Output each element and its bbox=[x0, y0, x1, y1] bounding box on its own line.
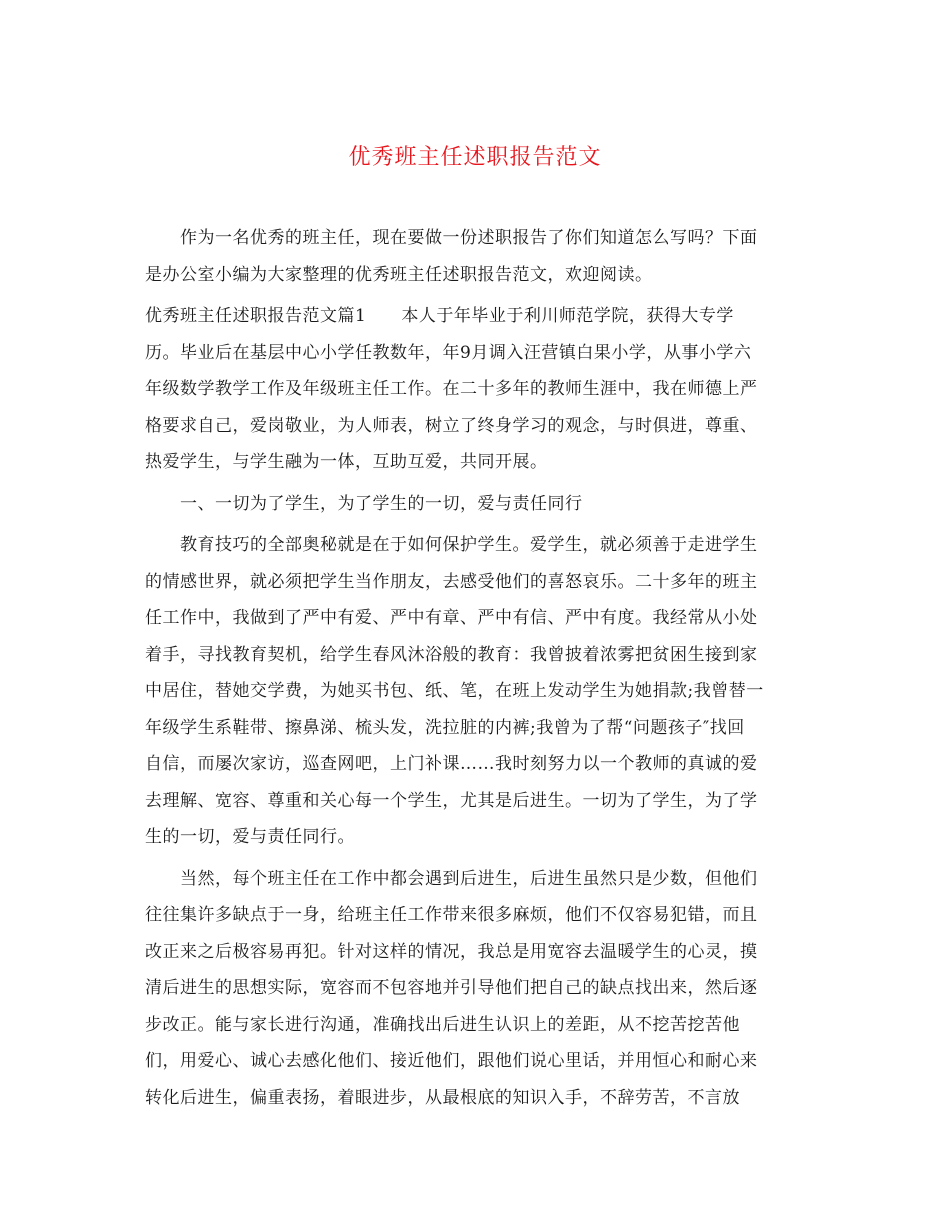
body-line: 一、一切为了学生，为了学生的一切，爱与责任同行 bbox=[180, 493, 583, 514]
body-line: 年级学生系鞋带、擦鼻涕、梳头发，洗拉脏的内裤;我曾为了帮“问题孩子″找回 bbox=[145, 717, 745, 738]
body-line: 自信，而屡次家访，巡查网吧，上门补课……我时刻努力以一个教师的真诚的爱 bbox=[145, 754, 758, 774]
body-line: 着手，寻找教育契机，给学生春风沐浴般的教育：我曾披着浓雾把贫困生接到家 bbox=[145, 644, 758, 665]
body-line: 热爱学生，与学生融为一体，互助互爱，共同开展。 bbox=[145, 452, 548, 472]
body-line: 清后进生的思想实际，宽容而不包容地并引导他们把自己的缺点找出来，然后逐 bbox=[145, 978, 758, 998]
body-line: 格要求自己，爱岗敬业，为人师表，树立了终身学习的观念，与时俱进，尊重、 bbox=[145, 415, 758, 436]
body-line: 任工作中，我做到了严中有爱、严中有章、严中有信、严中有度。我经常从小处 bbox=[145, 608, 758, 628]
body-line: 年级数学教学工作及年级班主任工作。在二十多年的教师生涯中，我在师德上严 bbox=[145, 379, 758, 399]
body-line: 往往集许多缺点于一身，给班主任工作带来很多麻烦，他们不仅容易犯错，而且 bbox=[145, 905, 758, 925]
document-title: 优秀班主任述职报告范文 bbox=[348, 145, 602, 170]
body-line: 的情感世界，就必须把学生当作朋友，去感受他们的喜怒哀乐。二十多年的班主 bbox=[145, 571, 758, 592]
body-line: 中居住，替她交学费，为她买书包、纸、笔，在班上发动学生为她捐款;我曾替一 bbox=[145, 681, 764, 701]
body-line: 生的一切，爱与责任同行。 bbox=[145, 827, 355, 847]
body-line: 转化后进生，偏重表扬，着眼进步，从最根底的知识入手，不辞劳苦，不言放 bbox=[145, 1087, 740, 1108]
body-line: 是办公室小编为大家整理的优秀班主任述职报告范文，欢迎阅读。 bbox=[145, 264, 653, 285]
body-line: 改正来之后极容易再犯。针对这样的情况，我总是用宽容去温暖学生的心灵，摸 bbox=[145, 941, 758, 962]
body-line: 作为一名优秀的班主任，现在要做一份述职报告了你们知道怎么写吗？下面 bbox=[180, 228, 758, 248]
body-line: 步改正。能与家长进行沟通，准确找出后进生认识上的差距，从不挖苦挖苦他 bbox=[145, 1014, 740, 1035]
body-line: 当然，每个班主任在工作中都会遇到后进生，后进生虽然只是少数，但他们 bbox=[180, 868, 758, 889]
body-line: 优秀班主任述职报告范文篇1 本人于年毕业于利川师范学院，获得大专学 bbox=[145, 306, 734, 326]
body-line: 教育技巧的全部奥秘就是在于如何保护学生。爱学生，就必须善于走进学生 bbox=[180, 535, 758, 555]
body-line: 历。毕业后在基层中心小学任教数年，年9月调入汪营镇白果小学，从事小学六 bbox=[145, 342, 752, 363]
body-line: 去理解、宽容、尊重和关心每一个学生，尤其是后进生。一切为了学生，为了学 bbox=[145, 790, 758, 811]
body-line: 们，用爱心、诚心去感化他们、接近他们，跟他们说心里话，并用恒心和耐心来 bbox=[145, 1051, 758, 1071]
document-body bbox=[145, 220, 805, 1116]
